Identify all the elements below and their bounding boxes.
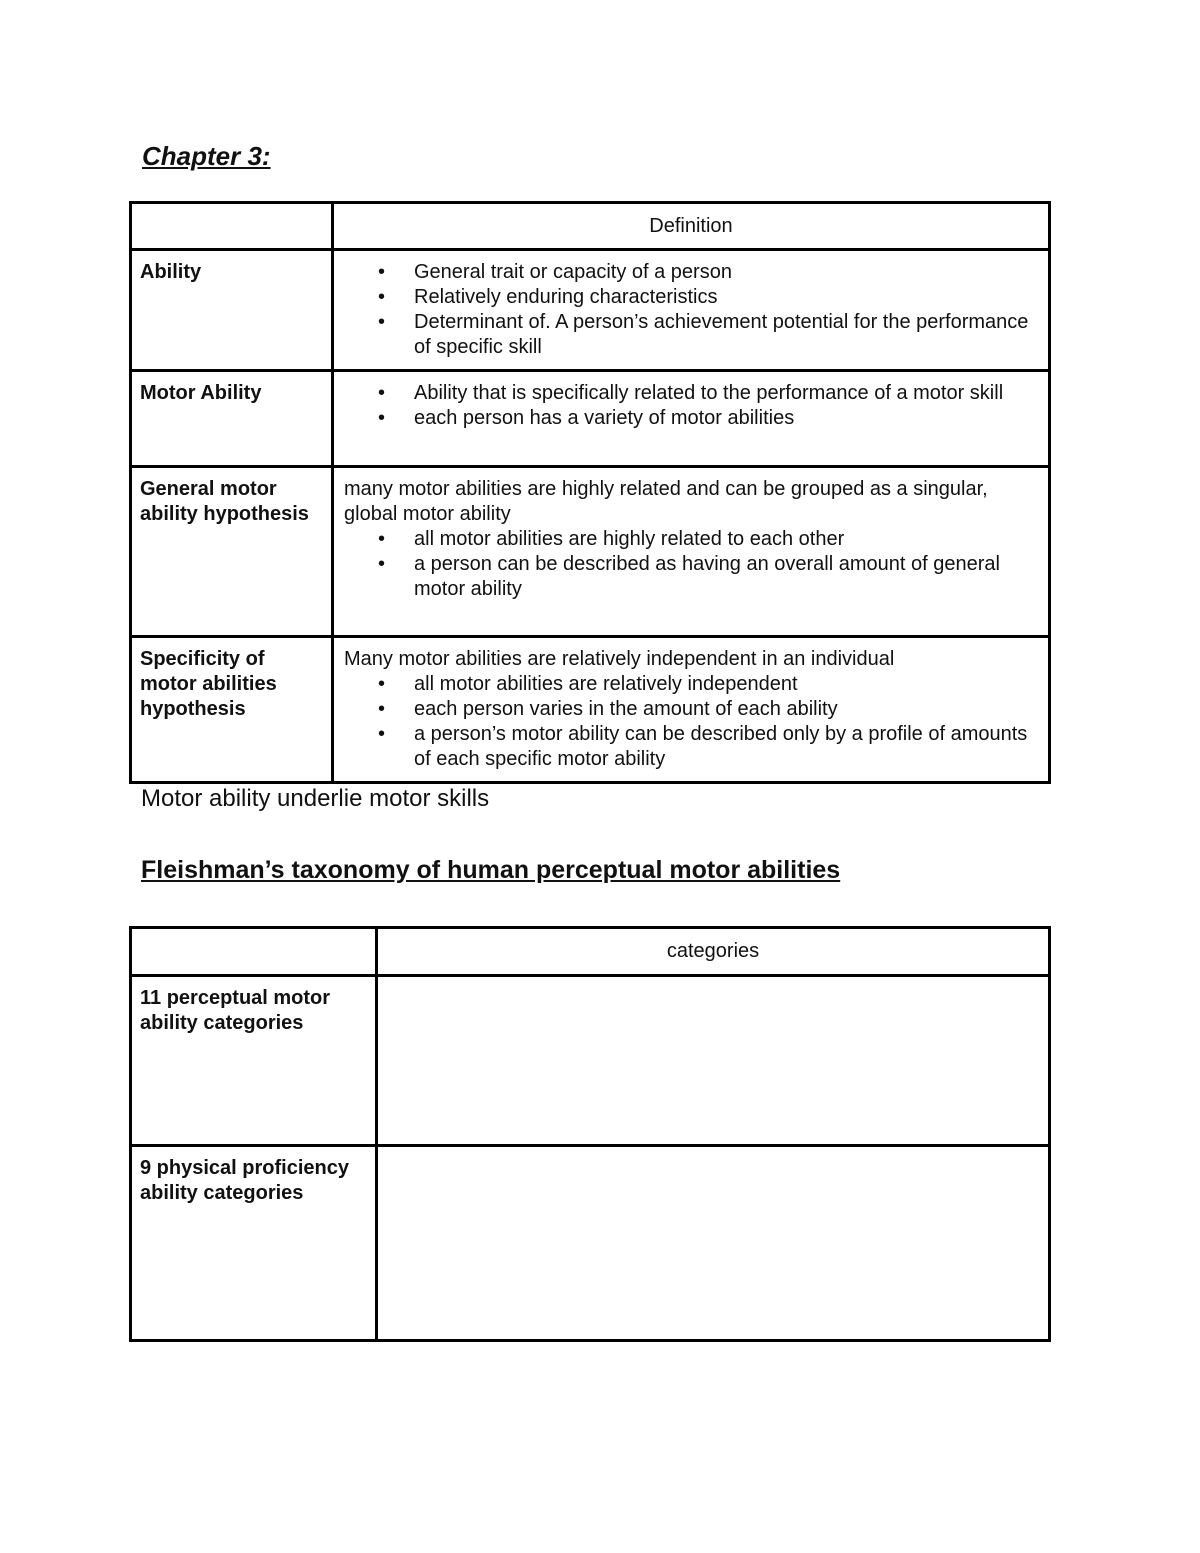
- section-heading: Fleishman’s taxonomy of human perceptual motor abilities: [141, 856, 841, 884]
- list-item: • General trait or capacity of a person: [344, 260, 1040, 285]
- taxonomy-table: [129, 926, 1051, 1342]
- definitions-table: [129, 201, 1051, 784]
- term-cell: General motor ability hypothesis: [131, 467, 333, 637]
- term-cell: Motor Ability: [131, 371, 333, 467]
- categories-cell: [377, 976, 1050, 1146]
- table-row: [131, 637, 1050, 783]
- header-cell-definition: Definition: [333, 203, 1050, 250]
- table-header-row: [131, 203, 1050, 250]
- table-row: [131, 371, 1050, 467]
- list-item: • Determinant of. A person’s achievement potential for the performance of specific skill: [344, 310, 1040, 360]
- bullet-list: [344, 381, 1040, 431]
- note-text: Motor ability underlie motor skills: [141, 785, 490, 812]
- definition-cell: [333, 371, 1050, 467]
- header-cell-term: [131, 928, 377, 976]
- page-title: Chapter 3:: [142, 141, 271, 171]
- header-cell-term: [131, 203, 333, 250]
- list-item: • each person varies in the amount of each ability: [344, 697, 1040, 722]
- list-item: • a person can be described as having an overall amount of general motor ability: [344, 552, 1040, 602]
- term-cell: Specificity of motor abilities hypothesis: [131, 637, 333, 783]
- list-item: • a person’s motor ability can be described only by a profile of amounts of each specific motor ability: [344, 722, 1040, 772]
- definition-cell: [333, 250, 1050, 371]
- definition-cell: [333, 467, 1050, 637]
- list-item: • each person has a variety of motor abilities: [344, 406, 1040, 431]
- definition-cell: [333, 637, 1050, 783]
- bullet-list: [344, 260, 1040, 360]
- table-row: [131, 250, 1050, 371]
- bullet-list: [344, 527, 1040, 602]
- term-cell: Ability: [131, 250, 333, 371]
- term-cell: 11 perceptual motor ability categories: [131, 976, 377, 1146]
- table-row: [131, 467, 1050, 637]
- definition-lead-text: many motor abilities are highly related and can be grouped as a singular, global motor ability: [344, 478, 988, 525]
- header-cell-categories: categories: [377, 928, 1050, 976]
- list-item: • all motor abilities are relatively independent: [344, 672, 1040, 697]
- bullet-list: [344, 672, 1040, 772]
- table-row: [131, 1146, 1050, 1341]
- categories-cell: [377, 1146, 1050, 1341]
- table-header-row: [131, 928, 1050, 976]
- term-cell: 9 physical proficiency ability categories: [131, 1146, 377, 1341]
- list-item: • Ability that is specifically related to the performance of a motor skill: [344, 381, 1040, 406]
- table-row: [131, 976, 1050, 1146]
- definition-lead-text: Many motor abilities are relatively independent in an individual: [344, 648, 895, 670]
- list-item: • all motor abilities are highly related to each other: [344, 527, 1040, 552]
- list-item: • Relatively enduring characteristics: [344, 285, 1040, 310]
